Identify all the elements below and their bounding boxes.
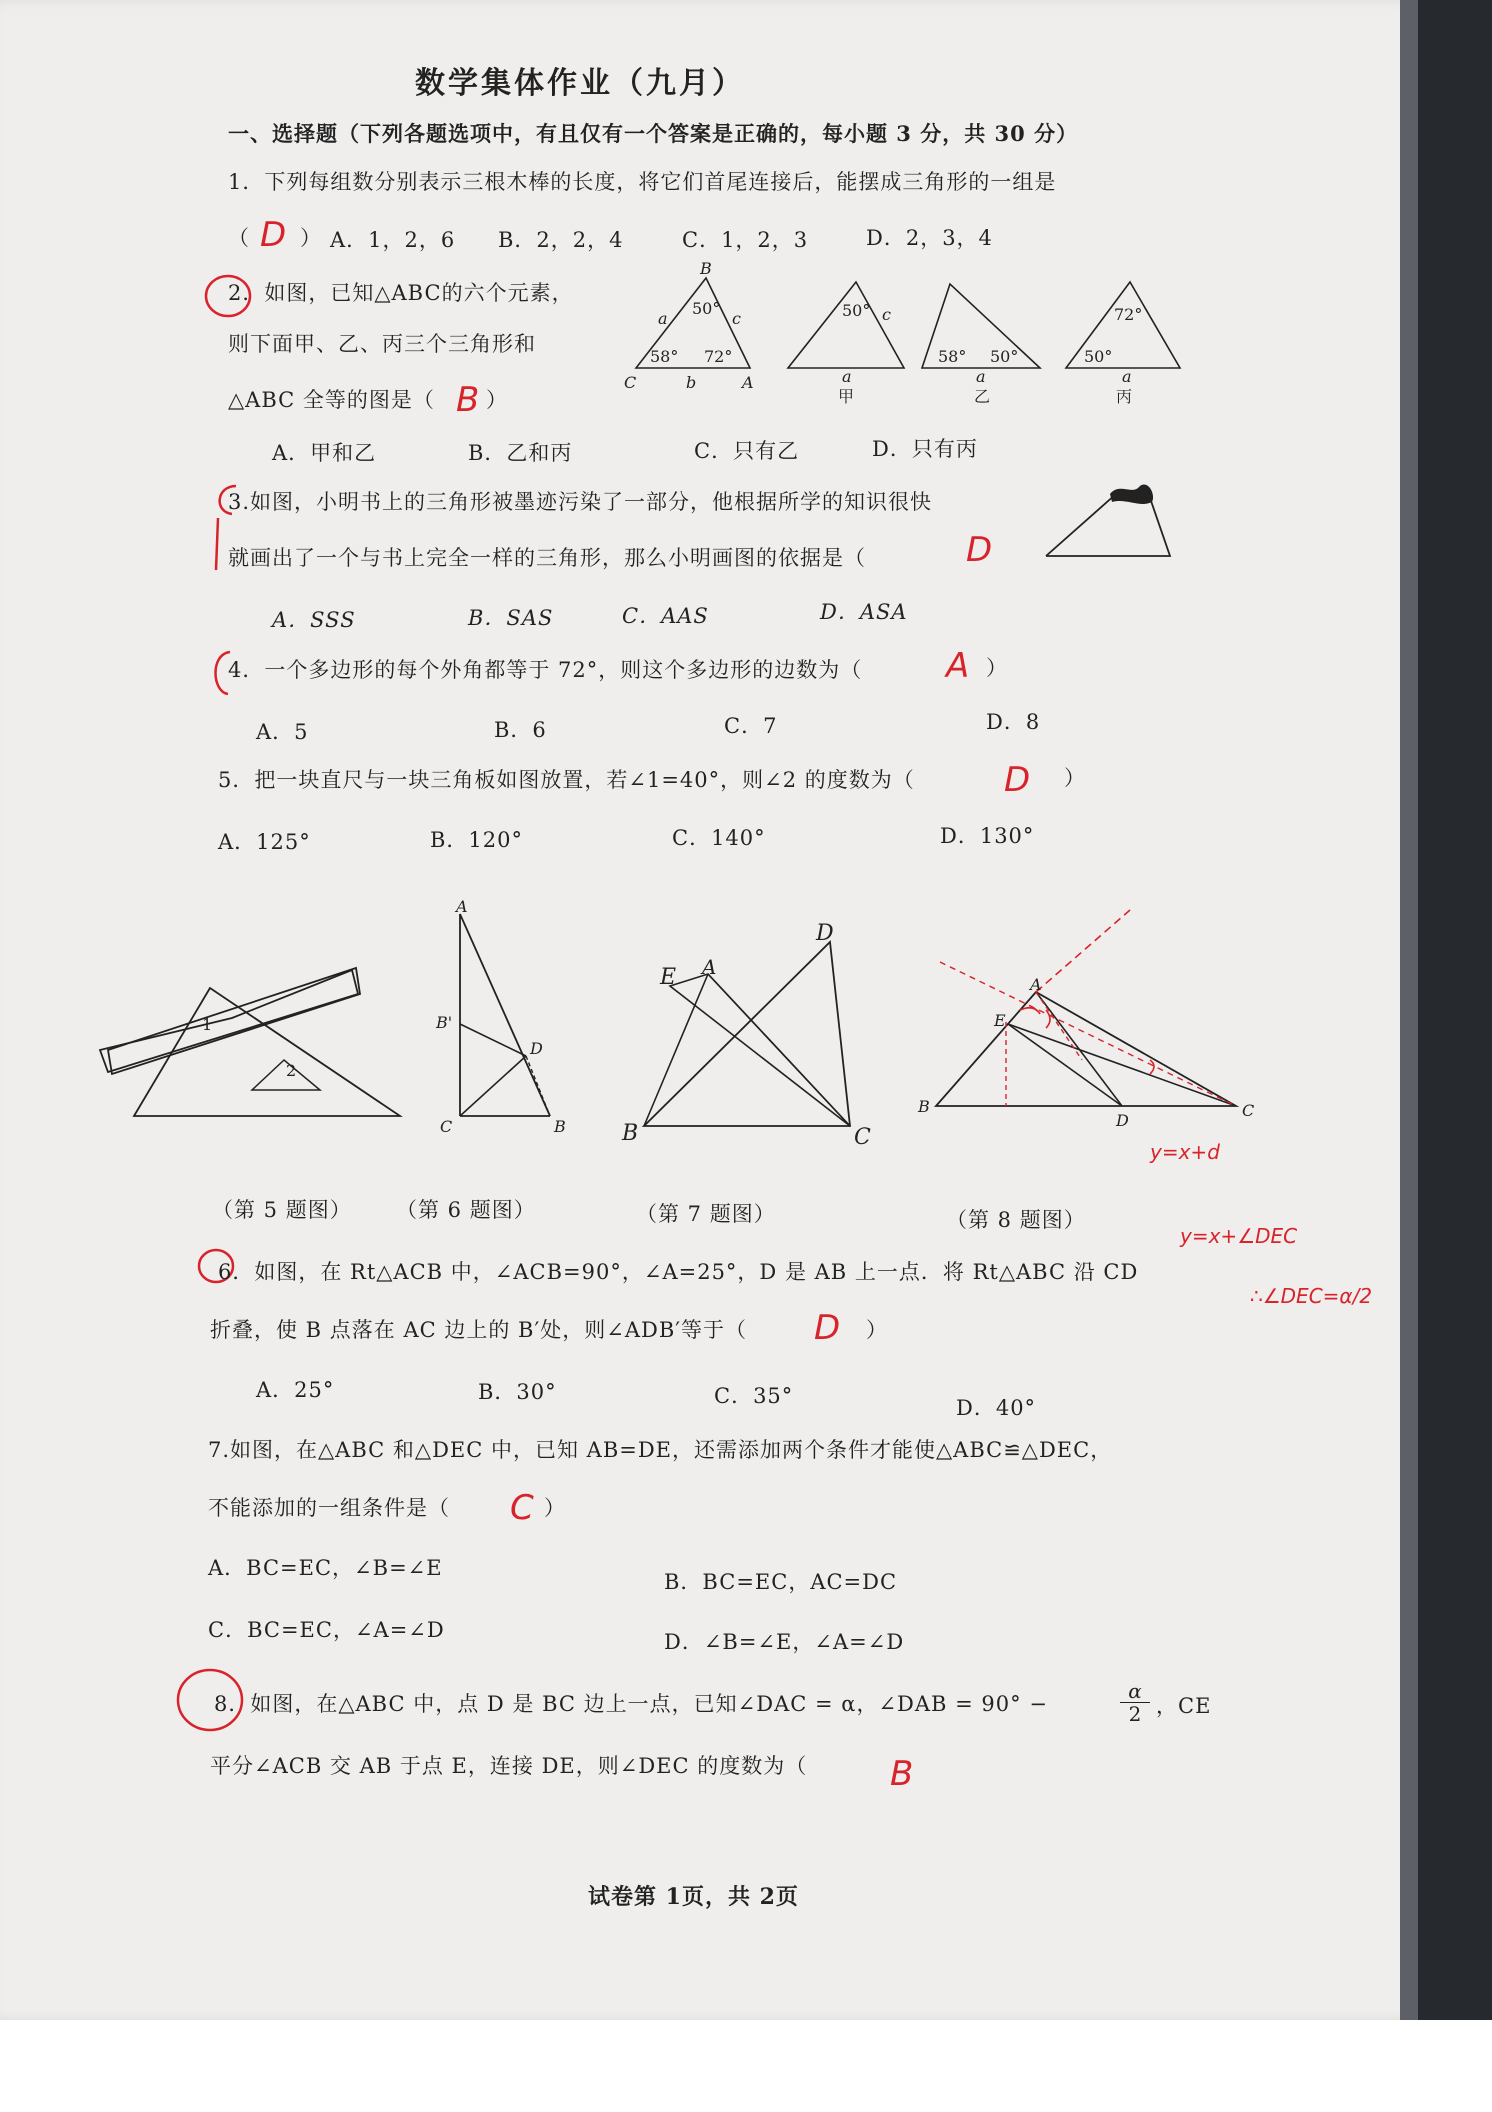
q3-answer: D — [966, 530, 993, 570]
q5-option-c: C．140° — [672, 826, 766, 850]
q1-stem: 1．下列每组数分别表示三根木棒的长度，将它们首尾连接后，能摆成三角形的一组是 — [228, 170, 1057, 194]
q5-stem: 5．把一块直尺与一块三角板如图放置，若∠1=40°，则∠2 的度数为（ — [218, 768, 915, 792]
fig6-label-A: A — [456, 897, 468, 916]
fig8-red-line-1 — [940, 962, 1236, 1106]
q8-fraction — [1120, 1680, 1150, 1725]
figure-6 — [430, 897, 590, 1136]
q3-line1: 3.如图，小明书上的三角形被墨迹污染了一部分，他根据所学的知识很快 — [228, 490, 933, 514]
table-edge-highlight — [1400, 0, 1418, 2020]
fig8-label-E: E — [994, 1011, 1006, 1030]
fig6-label-D: D — [530, 1039, 543, 1058]
q6-option-d: D．40° — [956, 1396, 1037, 1420]
section-heading: 一、选择题（下列各题选项中，有且仅有一个答案是正确的，每小题 3 分，共 30 分） — [228, 121, 1079, 146]
q6-option-c: C．35° — [714, 1384, 794, 1408]
yi-angle-right: 50° — [990, 347, 1019, 366]
q7-line1: 7.如图，在△ABC 和△DEC 中，已知 AB=DE，还需添加两个条件才能使△ABC≌△DEC， — [208, 1438, 1113, 1462]
fig-label-C: C — [624, 373, 637, 392]
q7-option-d: D．∠B=∠E，∠A=∠D — [664, 1630, 905, 1654]
yi-a: a — [976, 367, 986, 386]
fig7-label-A: A — [702, 955, 717, 979]
q8-line2: 平分∠ACB 交 AB 于点 E，连接 DE，则∠DEC 的度数为（ — [210, 1754, 808, 1778]
q3-stained-triangle — [1040, 480, 1180, 560]
fig-label-B: B — [700, 259, 712, 278]
q3-option-b: B．SAS — [468, 606, 554, 630]
fig6-label-B1: B' — [436, 1013, 453, 1032]
caption-fig8: （第 8 题图） — [946, 1208, 1086, 1232]
q4-option-c: C．7 — [724, 714, 778, 738]
q4-option-d: D．8 — [986, 710, 1041, 734]
fig-label-A: A — [742, 373, 754, 392]
q2-option-b: B．乙和丙 — [468, 441, 573, 465]
q4-stem-close: ） — [986, 656, 1008, 680]
q7-line2-close: ） — [544, 1496, 566, 1520]
q6-option-b: B．30° — [478, 1380, 557, 1404]
q4-stem: 4．一个多边形的每个外角都等于 72°，则这个多边形的边数为（ — [228, 658, 863, 682]
fig7-label-D: D — [816, 921, 834, 946]
q2-figures — [620, 259, 1180, 412]
yi-name: 乙 — [974, 387, 991, 406]
q1-option-d: D．2，3，4 — [866, 226, 993, 250]
fig7-label-B: B — [622, 1121, 639, 1146]
jia-side-c: c — [882, 305, 891, 324]
q1-paren-close: ） — [300, 226, 322, 250]
fig5-angle-1: 1 — [202, 1015, 213, 1034]
bing-name: 丙 — [1116, 387, 1133, 406]
q1-paren-open: （ — [228, 226, 250, 250]
page-title: 数学集体作业（九月） — [415, 66, 745, 101]
fig7-label-C: C — [854, 1125, 871, 1150]
q2-answer: B — [456, 380, 480, 420]
jia-name: 甲 — [838, 387, 855, 406]
fig-angle-left: 58° — [650, 347, 679, 366]
q6-line1: 6．如图，在 Rt△ACB 中，∠ACB=90°，∠A=25°，D 是 AB 上一点．将 Rt△ABC 沿 CD — [218, 1260, 1139, 1284]
q1-option-b: B．2，2，4 — [498, 228, 624, 252]
caption-fig6: （第 6 题图） — [396, 1198, 536, 1222]
q6-answer: D — [814, 1308, 841, 1348]
q2-option-d: D．只有丙 — [872, 437, 978, 461]
fig8-red-extension — [1036, 910, 1130, 992]
triangle-jia — [788, 282, 904, 368]
q8-line1a: 8．如图，在△ABC 中，点 D 是 BC 边上一点，已知∠DAC = α，∠DAB = 90° − — [214, 1692, 1048, 1716]
q6-line2: 折叠，使 B 点落在 AC 边上的 B′处，则∠ADB′等于（ — [210, 1318, 748, 1342]
fig7-label-E: E — [660, 965, 677, 990]
q5-option-d: D．130° — [940, 824, 1035, 848]
q8-frac-num: α — [1120, 1680, 1150, 1703]
q2-option-c: C．只有乙 — [694, 439, 800, 463]
ink-stain — [1110, 485, 1153, 504]
q8-frac-den: 2 — [1128, 1702, 1142, 1726]
fig-angle-top: 50° — [692, 299, 721, 318]
fig8-label-A: A — [1030, 975, 1042, 994]
q6-line2-close: ） — [866, 1318, 888, 1342]
q4-option-a: A．5 — [256, 720, 309, 744]
q4-option-b: B．6 — [494, 718, 547, 742]
caption-fig7: （第 7 题图） — [636, 1202, 776, 1226]
figure-8 — [910, 910, 1270, 1130]
figure-5 — [100, 970, 420, 1130]
q3-option-d: D．ASA — [820, 600, 908, 624]
note-3: ∴∠DEC=α/2 — [1250, 1284, 1373, 1308]
ruler — [100, 970, 358, 1072]
q7-option-b: B．BC=EC，AC=DC — [664, 1570, 898, 1594]
q4-answer: A — [946, 646, 970, 686]
fig-label-b: b — [686, 373, 697, 392]
q7-line2: 不能添加的一组条件是（ — [208, 1496, 450, 1520]
q5-stem-close: ） — [1064, 766, 1086, 790]
fig-angle-right: 72° — [704, 347, 733, 366]
fig6-label-B: B — [554, 1117, 566, 1136]
q5-answer: D — [1004, 760, 1031, 800]
q7-option-a: A．BC=EC，∠B=∠E — [208, 1556, 443, 1580]
page-footer: 试卷第 1页，共 2页 — [588, 1884, 799, 1910]
yi-angle-left: 58° — [938, 347, 967, 366]
fig8-label-C: C — [1242, 1101, 1255, 1120]
q2-line3: △ABC 全等的图是（ — [228, 388, 435, 412]
fig6-label-C: C — [440, 1117, 453, 1136]
fig-label-c: c — [732, 309, 741, 328]
caption-fig5: （第 5 题图） — [212, 1198, 352, 1222]
q7-answer: C — [510, 1488, 534, 1528]
q2-option-a: A．甲和乙 — [272, 441, 377, 465]
q8-answer: B — [890, 1754, 914, 1794]
bing-angle-left: 50° — [1084, 347, 1113, 366]
figure-7 — [620, 912, 880, 1150]
q3-line2: 就画出了一个与书上完全一样的三角形，那么小明画图的依据是（ — [228, 546, 866, 570]
q2-line3-close: ） — [486, 388, 508, 412]
q2-line2: 则下面甲、乙、丙三个三角形和 — [228, 332, 536, 356]
note-2: y=x+∠DEC — [1180, 1224, 1298, 1248]
fig8-label-B: B — [918, 1097, 930, 1116]
q1-option-a: A．1，2，6 — [330, 228, 456, 252]
fig8-label-D: D — [1116, 1111, 1129, 1130]
jia-angle: 50° — [842, 301, 871, 320]
q3-option-c: C．AAS — [622, 604, 709, 628]
fig-label-a: a — [658, 309, 668, 328]
q1-option-c: C．1，2，3 — [682, 228, 809, 252]
note-1: y=x+d — [1150, 1140, 1220, 1164]
q7-option-c: C．BC=EC，∠A=∠D — [208, 1618, 445, 1642]
q5-option-b: B．120° — [430, 828, 524, 852]
q6-option-a: A．25° — [256, 1378, 335, 1402]
jia-side-a: a — [842, 367, 852, 386]
fig5-angle-2: 2 — [286, 1061, 297, 1080]
q1-answer: D — [260, 215, 287, 255]
bing-angle-top: 72° — [1114, 305, 1143, 324]
q2-line1: 2．如图，已知△ABC的六个元素， — [228, 281, 574, 305]
q8-line1b: ，CE — [1156, 1694, 1212, 1718]
q5-option-a: A．125° — [218, 830, 311, 854]
bing-a: a — [1122, 367, 1132, 386]
q3-option-a: A．SSS — [272, 608, 356, 632]
